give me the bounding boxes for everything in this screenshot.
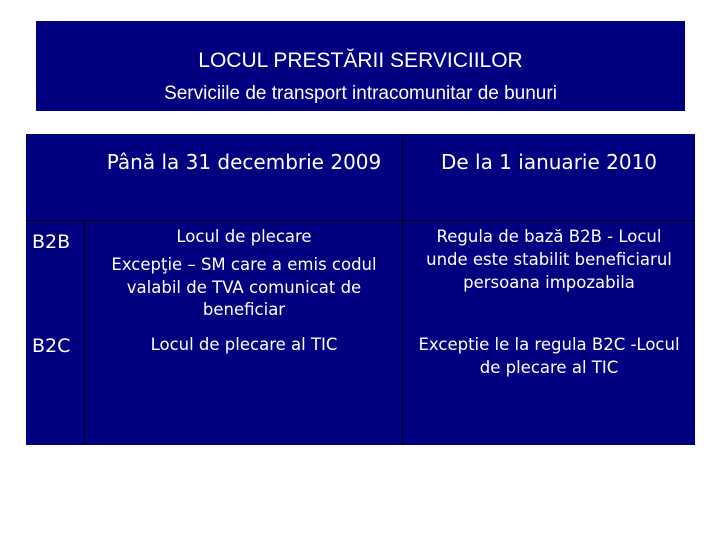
grid-line-vertical-1 [84, 220, 85, 445]
b2b-until-2009-rule: Locul de plecare [176, 227, 312, 246]
b2b-from-2010-cell [403, 220, 695, 330]
slide-title-box [36, 21, 685, 111]
header-cell-until-2009 [85, 134, 403, 220]
header-from-2010: De la 1 ianuarie 2010 [440, 150, 658, 174]
comparison-table [26, 134, 695, 445]
row-label-b2c: B2C [32, 335, 71, 357]
grid-line-vertical-2 [402, 134, 403, 445]
row-label-b2b: B2B [32, 231, 71, 253]
slide-subtitle: Serviciile de transport intracomunitar de bunuri [164, 83, 557, 104]
b2b-from-2010-rule: Regula de bază B2B - Locul unde este stabilit beneficiarul persoana impozabila [426, 227, 672, 292]
header-until-2009: Până la 31 decembrie 2009 [106, 150, 382, 174]
b2c-until-2009-cell [85, 330, 403, 445]
b2b-until-2009-cell [85, 220, 403, 330]
header-cell-from-2010 [403, 134, 695, 220]
row-label-cell-b2c [26, 330, 85, 445]
slide-title: LOCUL PRESTĂRII SERVICIILOR [198, 49, 523, 72]
row-label-cell-b2b [26, 220, 85, 330]
header-corner-cell [26, 134, 85, 220]
b2c-from-2010-cell [403, 330, 695, 445]
b2c-from-2010-rule: Exceptie le la regula B2C -Locul de plecare al TIC [418, 335, 680, 377]
b2b-until-2009-exception: Excepţie – SM care a emis codul valabil de TVA comunicat de beneficiar [111, 254, 377, 320]
grid-line-horizontal-1 [26, 220, 695, 221]
b2c-until-2009-rule: Locul de plecare al TIC [150, 335, 338, 354]
